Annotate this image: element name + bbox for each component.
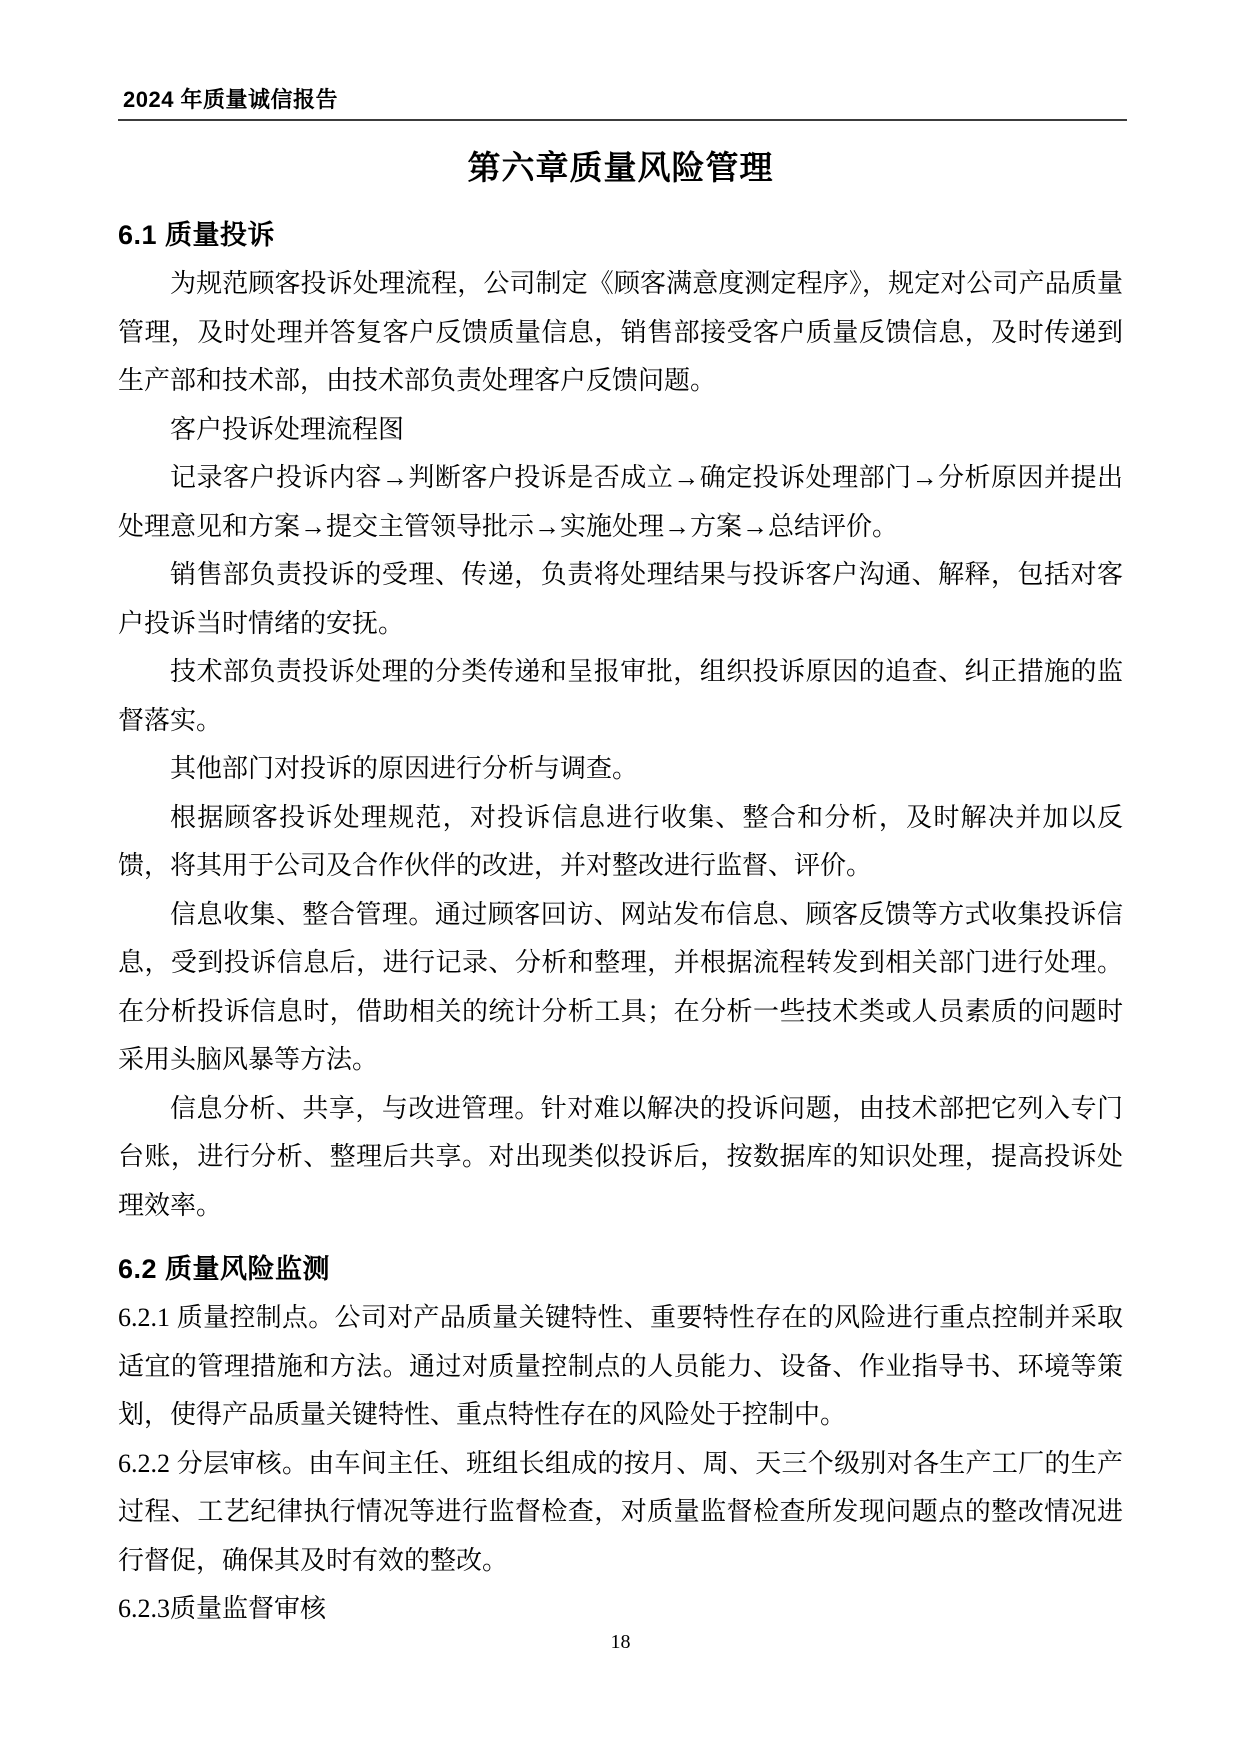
paragraph: 客户投诉处理流程图 <box>170 414 405 444</box>
paragraph: 6.2.3质量监督审核 <box>118 1594 327 1623</box>
header-title: 2024 年质量诚信报告 <box>123 87 339 112</box>
section-heading: 6.1 质量投诉 <box>118 220 276 250</box>
paragraph: 6.2.1 质量控制点。公司对产品质量关键特性、重要特性存在的风险进行重点控制并采取适宜的管理措施和方法。通过对质量控制点的人员能力、设备、作业指导书、环境等策划，使得产品质量关键特性、重点特性存在的风险处于控制中。 <box>118 1303 1123 1429</box>
chapter-title: 第六章质量风险管理 <box>467 149 774 186</box>
paragraph: 信息分析、共享，与改进管理。针对难以解决的投诉问题，由技术部把它列入专门台账，进行分析、整理后共享。对出现类似投诉后，按数据库的知识处理，提高投诉处理效率。 <box>118 1093 1123 1220</box>
paragraph: 其他部门对投诉的原因进行分析与调查。 <box>170 754 639 783</box>
paragraph: 记录客户投诉内容→判断客户投诉是否成立→确定投诉处理部门→分析原因并提出处理意见和方案→提交主管领导批示→实施处理→方案→总结评价。 <box>118 463 1123 541</box>
document-body <box>118 190 1123 1634</box>
section-heading: 6.2 质量风险监测 <box>118 1254 331 1284</box>
page-header <box>118 0 1127 121</box>
paragraph: 6.2.2 分层审核。由车间主任、班组长组成的按月、周、天三个级别对各生产工厂的生产过程、工艺纪律执行情况等进行监督检查，对质量监督检查所发现问题点的整改情况进行督促，确保其及时有效的整改。 <box>118 1448 1123 1575</box>
paragraph: 信息收集、整合管理。通过顾客回访、网站发布信息、顾客反馈等方式收集投诉信息，受到投诉信息后，进行记录、分析和整理，并根据流程转发到相关部门进行处理。在分析投诉信息时，借助相关的统计分析工具；在分析一些技术类或人员素质的问题时采用头脑风暴等方法。 <box>118 899 1123 1074</box>
paragraph: 为规范顾客投诉处理流程，公司制定《顾客满意度测定程序》，规定对公司产品质量管理，及时处理并答复客户反馈质量信息，销售部接受客户质量反馈信息，及时传递到生产部和技术部，由技术部负责处理客户反馈问题。 <box>118 269 1123 395</box>
page-number: 18 <box>610 1631 631 1653</box>
paragraph: 销售部负责投诉的受理、传递，负责将处理结果与投诉客户沟通、解释，包括对客户投诉当时情绪的安抚。 <box>118 560 1123 638</box>
paragraph: 根据顾客投诉处理规范，对投诉信息进行收集、整合和分析，及时解决并加以反馈，将其用于公司及合作伙伴的改进，并对整改进行监督、评价。 <box>118 802 1123 880</box>
paragraph: 技术部负责投诉处理的分类传递和呈报审批，组织投诉原因的追查、纠正措施的监督落实。 <box>118 657 1123 735</box>
